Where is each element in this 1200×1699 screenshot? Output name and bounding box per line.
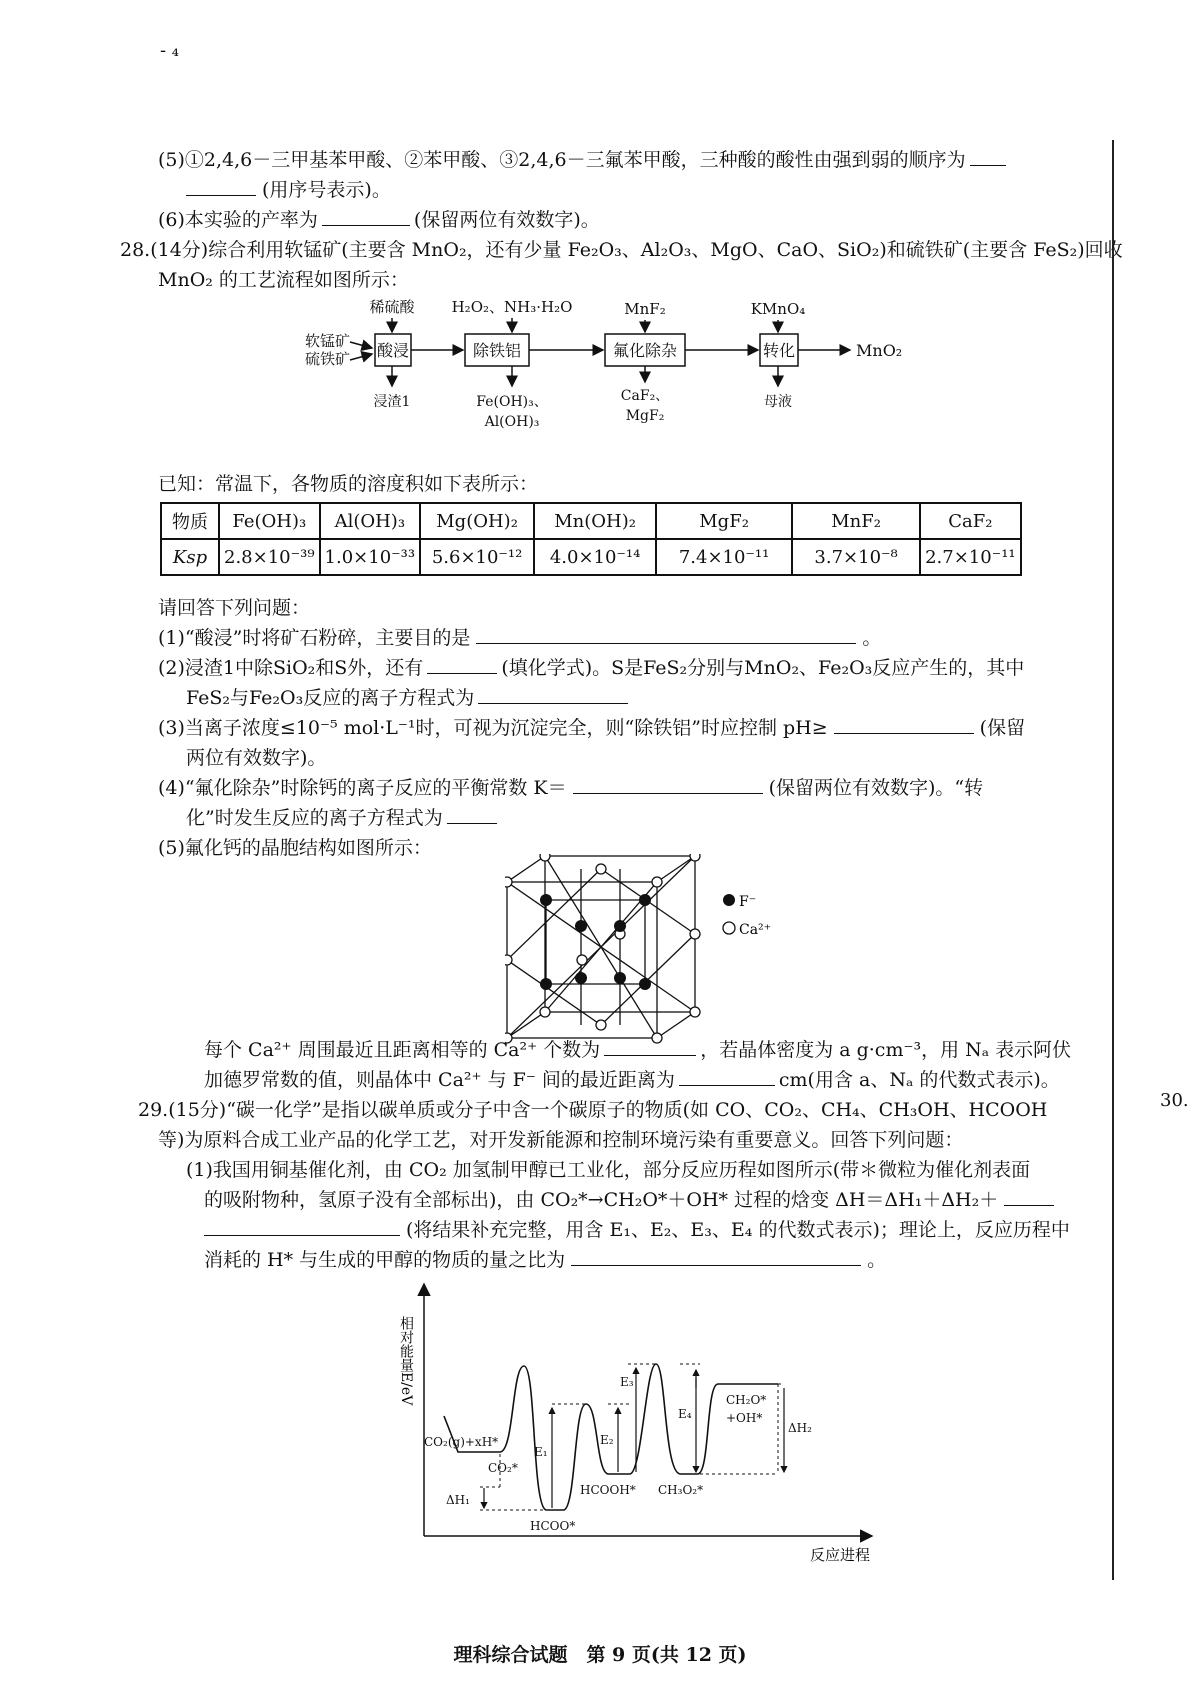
table-cell: 3.7×10⁻⁸ (792, 539, 920, 575)
q29-part1-line4: 消耗的 H* 与生成的甲醇的物质的量之比为 。 (204, 1249, 887, 1271)
table-cell: Ksp (161, 539, 219, 575)
column-divider (1112, 140, 1114, 1580)
table-cell: 7.4×10⁻¹¹ (656, 539, 792, 575)
reagent-kmno4: KMnO₄ (750, 300, 806, 318)
table-cell: 4.0×10⁻¹⁴ (534, 539, 656, 575)
table-row (161, 539, 1021, 575)
q28-sub5: (5)氟化钙的晶胞结构如图所示： (158, 837, 432, 859)
f-ion (540, 894, 552, 906)
label-e1: E₁ (534, 1445, 548, 1459)
table-cell: 5.6×10⁻¹² (420, 539, 534, 575)
table-row (161, 503, 1021, 539)
legend-f-dot (723, 894, 735, 906)
table-cell: Mg(OH)₂ (420, 503, 534, 539)
table-cell: Fe(OH)₃ (219, 503, 320, 539)
ca-ion (540, 854, 550, 861)
caf2-unit-cell (505, 854, 785, 1050)
legend-ca-label: Ca²⁺ (739, 922, 772, 938)
page-footer: 理科综合试题 第 9 页(共 12 页) (453, 1644, 747, 1666)
next-question-number: 30. (1160, 1090, 1189, 1111)
q28-sub5-line2: 加德罗常数的值，则晶体中 Ca²⁺ 与 F⁻ 间的最近距离为 cm(用含 a、Nₐ 的代数式表示)。 (204, 1069, 1060, 1091)
ca-ion (505, 955, 512, 965)
label-dh2: ΔH₂ (788, 1421, 812, 1435)
ca-ion (652, 877, 662, 887)
q28-ask: 请回答下列问题： (158, 597, 311, 619)
q29-intro-line1: 29.(15分)“碳一化学”是指以碳单质或分子中含一个碳原子的物质(如 CO、CO₂、CH₄、CH₃OH、HCOOH (138, 1099, 1048, 1121)
q27-part5-line2: (用序号表示)。 (186, 176, 391, 204)
label-e3: E₃ (620, 1375, 634, 1389)
waste-mother-liquor: 母液 (764, 394, 792, 410)
step-fluoride-purify: 氟化除杂 (612, 341, 678, 360)
input-pyrolusite: 软锰矿 (305, 332, 351, 350)
table-cell: Mn(OH)₂ (534, 503, 656, 539)
legend-f-label: F⁻ (739, 894, 757, 910)
reagent-h2o2-nh3: H₂O₂、NH₃·H₂O (451, 298, 573, 316)
table-cell: 1.0×10⁻³³ (320, 539, 421, 575)
f-ion (639, 894, 651, 906)
f-ion (614, 920, 626, 932)
label-e2: E₂ (600, 1433, 614, 1447)
f-ion (575, 972, 587, 984)
q27-part5-line1: (5)①2,4,6－三甲基苯甲酸、②苯甲酸、③2,4,6－三氟苯甲酸，三种酸的酸性由强到弱的顺序为 (158, 146, 1006, 174)
corner-mark: - ₄ (160, 40, 180, 61)
reagent-dilute-sulfuric-acid: 稀硫酸 (369, 298, 415, 316)
f-ion (575, 920, 587, 932)
step-conversion: 转化 (762, 341, 796, 360)
q29-part1-line2: 的吸附物种，氢原子没有全部标出)，由 CO₂*→CH₂O*＋OH* 过程的焓变 ΔH＝ΔH₁＋ΔH₂＋ (204, 1186, 1054, 1214)
ca-ion (577, 955, 587, 965)
table-cell: CaF₂ (920, 503, 1021, 539)
q28-intro-line1: 28.(14分)综合利用软锰矿(主要含 MnO₂，还有少量 Fe₂O₃、Al₂O₃、MgO、CaO、SiO₂)和硫铁矿(主要含 FeS₂)回收 (120, 239, 1123, 261)
q29-part1-line3: (将结果补充完整，用含 E₁、E₂、E₃、E₄ 的代数式表示)；理论上，反应历程中 (204, 1216, 1070, 1244)
legend-ca-dot (723, 922, 735, 934)
table-cell: 物质 (161, 503, 219, 539)
f-ion (639, 978, 651, 990)
input-pyrite: 硫铁矿 (305, 350, 351, 368)
q28-sub2-line2: FeS₂与Fe₂O₃反应的离子方程式为 (186, 684, 628, 712)
product-mno2: MnO₂ (856, 341, 903, 360)
y-axis-label: 相对能量E/eV (398, 1316, 414, 1406)
f-ion (540, 978, 552, 990)
ca-ion (596, 864, 606, 874)
q28-sub4-line1: (4)“氟化除杂”时除钙的离子反应的平衡常数 K＝ (保留两位有效数字)。“转 (158, 777, 984, 799)
energy-profile-diagram (384, 1276, 884, 1566)
waste-aloh3: Al(OH)₃ (484, 414, 540, 430)
q28-sub4-line2: 化”时发生反应的离子方程式为 (186, 804, 497, 832)
label-ch2o: CH₂O* (726, 1393, 767, 1407)
x-axis-label: 反应进程 (810, 1546, 871, 1564)
waste-mgf2: MgF₂ (625, 408, 665, 424)
label-hcooh: HCOOH* (580, 1483, 636, 1497)
table-cell: Al(OH)₃ (320, 503, 421, 539)
waste-feoh3: Fe(OH)₃、 (476, 394, 548, 410)
table-cell: MgF₂ (656, 503, 792, 539)
q27-part6: (6)本实验的产率为 (保留两位有效数字)。 (158, 209, 600, 231)
q29-part1-line1: (1)我国用铜基催化剂，由 CO₂ 加氢制甲醇已工业化，部分反应历程如图所示(带＊微粒为催化剂表面 (186, 1159, 1031, 1181)
label-oh: +OH* (726, 1411, 763, 1425)
q29-intro-line2: 等)为原料合成工业产品的化学工艺，对开发新能源和控制环境污染有重要意义。回答下列问题： (158, 1129, 964, 1151)
label-ch3o2: CH₃O₂* (658, 1483, 704, 1497)
step-acid-leach: 酸浸 (376, 341, 410, 360)
table-cell: MnF₂ (792, 503, 920, 539)
ca-ion (540, 1007, 550, 1017)
label-co2-g: CO₂(g)+xH* (424, 1435, 499, 1449)
label-hcoo: HCOO* (530, 1519, 576, 1533)
q28-sub5-line1: 每个 Ca²⁺ 周围最近且距离相等的 Ca²⁺ 个数为 ，若晶体密度为 a g·cm⁻³，用 Nₐ 表示阿伏 (204, 1039, 1072, 1061)
ca-ion (690, 1007, 700, 1017)
q28-sub2-line1: (2)浸渣1中除SiO₂和S外，还有 (填化学式)。S是FeS₂分别与MnO₂、Fe₂O₃反应产生的，其中 (158, 657, 1025, 679)
ca-ion (690, 929, 700, 939)
ca-ion (690, 854, 700, 861)
ksp-table (160, 502, 1022, 576)
q28-sub3-line1: (3)当离子浓度≤10⁻⁵ mol·L⁻¹时，可视为沉淀完全，则“除铁铝”时应控制 pH≥ (保留 (158, 717, 1026, 739)
label-co2-ads: CO₂* (488, 1461, 518, 1475)
label-e4: E₄ (678, 1407, 692, 1421)
f-ion (614, 972, 626, 984)
reagent-mnf2: MnF₂ (624, 300, 666, 318)
ca-ion (505, 877, 512, 887)
label-dh1: ΔH₁ (446, 1493, 470, 1507)
q28-known: 已知：常温下，各物质的溶度积如下表所示： (158, 473, 539, 495)
process-flowchart (300, 296, 940, 466)
ca-ion (596, 1020, 606, 1030)
q28-intro-line2: MnO₂ 的工艺流程如图所示： (158, 269, 409, 291)
waste-residue-1: 浸渣1 (373, 394, 411, 410)
q28-sub1: (1)“酸浸”时将矿石粉碎，主要目的是 。 (158, 627, 882, 649)
waste-caf2: CaF₂、 (620, 388, 670, 404)
table-cell: 2.8×10⁻³⁹ (219, 539, 320, 575)
table-cell: 2.7×10⁻¹¹ (920, 539, 1021, 575)
q28-sub3-line2: 两位有效数字)。 (186, 747, 327, 769)
step-remove-fe-al: 除铁铝 (472, 341, 522, 360)
